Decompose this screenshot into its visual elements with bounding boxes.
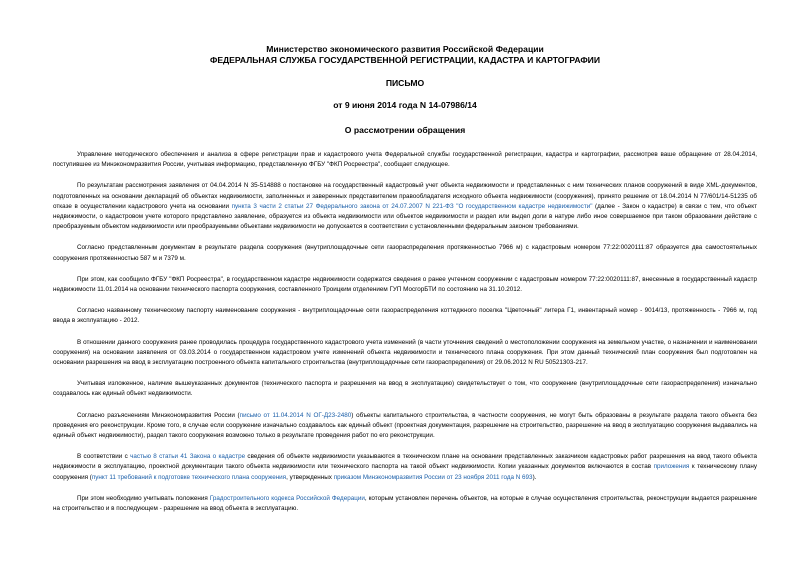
- paragraph-9-text-d: , утвержденных: [286, 473, 334, 481]
- service-name: ФЕДЕРАЛЬНАЯ СЛУЖБА ГОСУДАРСТВЕННОЙ РЕГИСТРАЦИИ, КАДАСТРА И КАРТОГРАФИИ: [209, 55, 601, 65]
- order-693-link[interactable]: приказом Минэкономразвития России от 23 ноября 2011 года N 693: [333, 473, 533, 481]
- document-header: [53, 0, 757, 136]
- paragraph-5: [53, 306, 757, 326]
- paragraph-2-text-b: (далее - Закон о кадастре) в связи с тем, что объект недвижимости, о кадастровом учете которого представлено заявление, образуется из объекта недвижимости или объектов недвижимости и раздел или выдел доли в натуре либо иное совершаемое при таком образовании действие с преобразуемым объектом недвижимости или преобразуемыми объектами недвижимости не допускается в соответствии с установленными федеральным законом требованиями.: [53, 202, 757, 231]
- law-221-fz-link[interactable]: пункта 3 части 2 статьи 27 Федерального закона от 24.07.2007 N 221-ФЗ "О государственном кадастре недвижимости": [231, 202, 593, 210]
- paragraph-10-text-b: , которым установлен перечень объектов, на которые в случае осуществления строительства, реконструкции выдается разрешение на строительство и в последующем - разрешение на ввод объекта в эксплуатацию.: [53, 494, 757, 513]
- document-date: от 9 июня 2014 года N 14-07986/14: [333, 100, 477, 110]
- paragraph-9-text-a: В соответствии с: [77, 453, 131, 461]
- paragraph-10-text-a: При этом необходимо учитывать положения: [77, 494, 210, 502]
- appendix-link[interactable]: приложения: [653, 463, 690, 471]
- ministry-name: Министерство экономического развития Российской Федерации: [266, 44, 544, 54]
- paragraph-1-text: Управление методического обеспечения и анализа в сфере регистрации прав и кадастрового учета Федеральной службы государственной регистрации, кадастра и картографии, рассмотрев ваше обращение от 28.04.2014, поступившее из Минэкономразвития России, учитывая информацию, представленную ФГБУ "ФКП Росреестра", сообщает следующее.: [53, 151, 757, 169]
- requirements-point-11-link[interactable]: пункт 11 требований к подготовке технического плана сооружения: [91, 473, 287, 481]
- paragraph-9: [53, 452, 757, 483]
- paragraph-1: [53, 150, 757, 170]
- paragraph-9-text-c: к техническому плану сооружения (: [53, 463, 758, 481]
- article-41-part-8-link[interactable]: частью 8 статьи 41 Закона о кадастре: [130, 453, 246, 461]
- paragraph-4-text: При этом, как сообщило ФГБУ "ФКП Росреестра", в государственном кадастре недвижимости содержатся сведения о ранее учтенном сооружении с кадастровым номером 77:22:0020111:87, внесенные в государственный кадастр недвижимости 11.01.2014 на основании технического паспорта сооружения, составленного Троицким отделением ГУП МосгорБТИ по состоянию на 31.10.2012.: [53, 275, 757, 294]
- paragraph-10: [53, 494, 757, 514]
- paragraph-2: [53, 181, 757, 232]
- paragraph-2-text-a: По результатам рассмотрения заявления от 04.04.2014 N 35-514888 о постановке на государственный кадастровый учет объекта недвижимости и представленных с ним технических планов сооружений в виде XML-документов, подготовленных на основании деклараций об объектах недвижимости, заполненных и заверенных представителем правообладателя исходного объекта недвижимости (сооружения), принято решение от 18.04.2014 N 77/601/14-51235 об отказе в осуществлении кадастрового учета на основании: [53, 182, 757, 210]
- urban-planning-code-link[interactable]: Градостроительного кодекса Российской Федерации: [209, 494, 365, 502]
- paragraph-7: [53, 379, 757, 399]
- document-body: [53, 150, 757, 514]
- paragraph-8-text-a: Согласно разъяснениям Минэкономразвития России (: [77, 411, 240, 419]
- paragraph-8-text-b: ) объекты капитального строительства, в частности сооружения, не могут быть образованы в результате раздела такого объекта без проведения его реконструкции. Кроме того, в случае если сооружение изначально создавалось как единый объект (проектная документация, разрешение на строительство, разрешение на ввод в эксплуатацию сооружения выдавались на единый объект недвижимости), раздел такого сооружения возможно только в результате проведения работ по его реконструкции.: [53, 411, 757, 440]
- paragraph-5-text: Согласно названному техническому паспорту наименование сооружения - внутриплощадочные сети газораспределения коттеджного поселка "Цветочный" литера Г1, инвентарный номер - 9014/13, протяженность - 7966 м, год ввода в эксплуатацию - 2012.: [53, 307, 757, 325]
- paragraph-6: [53, 338, 757, 369]
- paragraph-9-text-b: сведения об объекте недвижимости указываются в техническом плане на основании представленных заказчиком кадастровых работ разрешения на ввод такого объекта недвижимости в эксплуатацию, проектной документации такого объекта недвижимости или технического паспорта на такой объект недвижимости. Копии указанных документов включаются в состав: [53, 453, 758, 471]
- paragraph-7-text: Учитывая изложенное, наличие вышеуказанных документов (технического паспорта и разрешения на ввод в эксплуатацию) свидетельствует о том, что сооружение (внутриплощадочные сети газораспределения) изначально создавалось как единый объект недвижимости.: [53, 380, 757, 398]
- paragraph-4: [53, 275, 757, 295]
- document-subject: О рассмотрении обращения: [344, 125, 466, 135]
- paragraph-3-text: Согласно представленным документам в результате раздела сооружения (внутриплощадочные сети газораспределения протяженностью 7966 м) с кадастровым номером 77:22:0020111:87 образуется два самостоятельных сооружения протяженностью 587 м и 7379 м.: [53, 244, 757, 262]
- paragraph-3: [53, 243, 757, 263]
- letter-og-d23-2480-link[interactable]: письмо от 11.04.2014 N ОГ-Д23-2480: [239, 411, 352, 419]
- paragraph-6-text: В отношении данного сооружения ранее проводилась процедура государственного кадастрового учета изменений (в части уточнения сведений о местоположении сооружения на земельном участке, о назначении и наименовании сооружения) на основании заявления от 03.03.2014 о государственном кадастровом учете изменений объекта недвижимости и технического плана сооружения. При этом данный технический план сооружения был подготовлен на основании разрешения на ввод в эксплуатацию построенного объекта капитального строительства (внутриплощадочные сети газораспределения) от 29.06.2012 N RU 50521303-217.: [53, 338, 757, 367]
- paragraph-8: [53, 411, 757, 442]
- document-type: ПИСЬМО: [385, 78, 425, 88]
- paragraph-9-text-e: ).: [532, 473, 537, 481]
